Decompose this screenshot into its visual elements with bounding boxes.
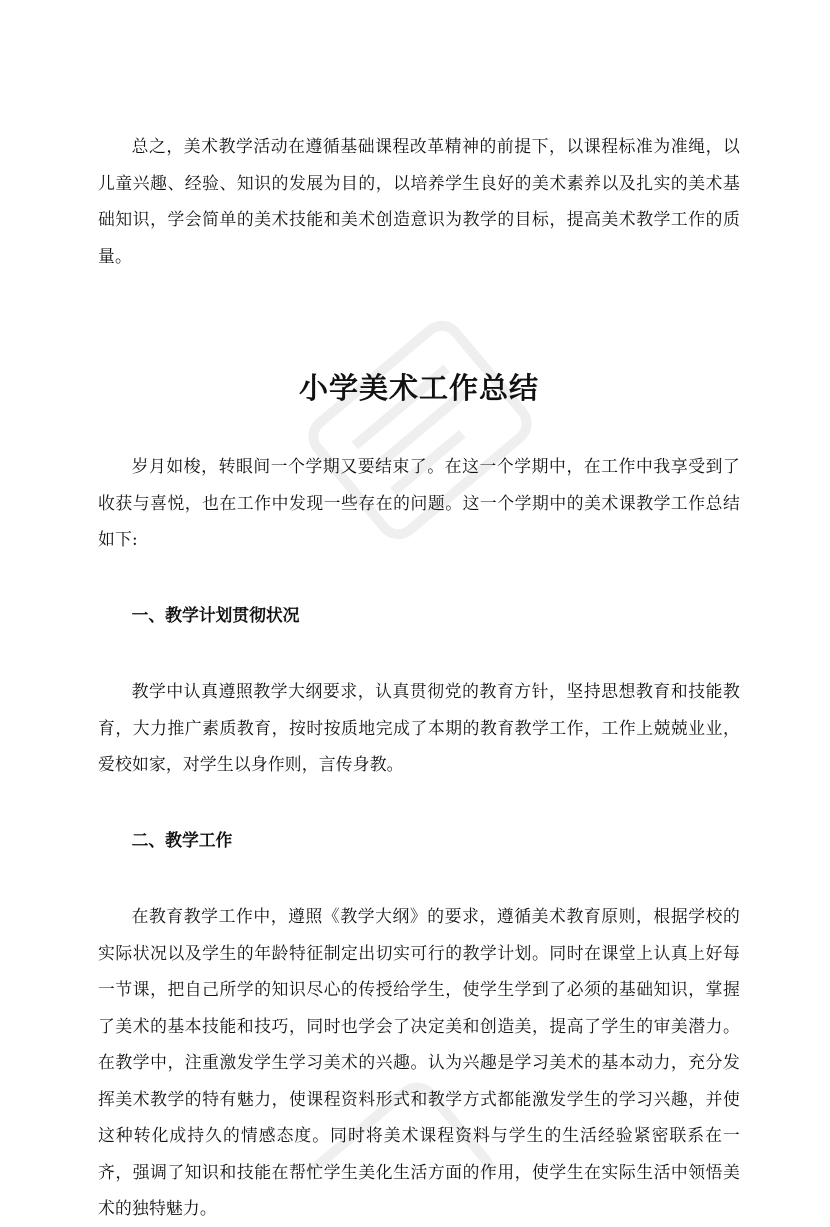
section-heading-2: 二、教学工作 [131, 829, 233, 850]
document-title: 小学美术工作总结 [298, 371, 539, 405]
section-heading-1: 一、教学计划贯彻状况 [131, 604, 300, 625]
opening-paragraph: 岁月如梭，转眼间一个学期又要结束了。在这一个学期中，在工作中我享受到了收获与喜悦，也在工作中发现一些存在的问题。这一个学期中的美术课教学工作总结如下: [98, 456, 740, 549]
section-paragraph-1: 教学中认真遵照教学大纲要求，认真贯彻党的教育方针，坚持思想教育和技能教育，大力推广素质教育，按时按质地完成了本期的教育教学工作，工作上兢兢业业，爱校如家，对学生以身作则，言传身教。 [98, 681, 740, 774]
intro-paragraph: 总之，美术教学活动在遵循基础课程改革精神的前提下，以课程标准为准绳，以儿童兴趣、经验、知识的发展为目的，以培养学生良好的美术素养以及扎实的美术基础知识，学会简单的美术技能和美术创造意识为教学的目标，提高美术教学工作的质量。 [98, 136, 740, 266]
section-paragraph-2: 在教育教学工作中，遵照《教学大纲》的要求，遵循美术教育原则，根据学校的实际状况以及学生的年龄特征制定出切实可行的教学计划。同时在课堂上认真上好每一节课，把自己所学的知识尽心的传授给学生，使学生学到了必须的基础知识，掌握了美术的基本技能和技巧，同时也学会了决定美和创造美，提高了学生的审美潜力。在教学中，注重激发学生学习美术的兴趣。认为兴趣是学习美术的基本动力，充分发挥美术教学的特有魅力，使课程资料形式和教学方式都能激发学生的学习兴趣，并使这种转化成持久的情感态度。同时将美术课程资料与学生的生活经验紧密联系在一齐，强调了知识和技能在帮忙学生美化生活方面的作用，使学生在实际生活中领悟美术的独特魅力。 [98, 906, 740, 1218]
document-body [98, 128, 740, 1227]
